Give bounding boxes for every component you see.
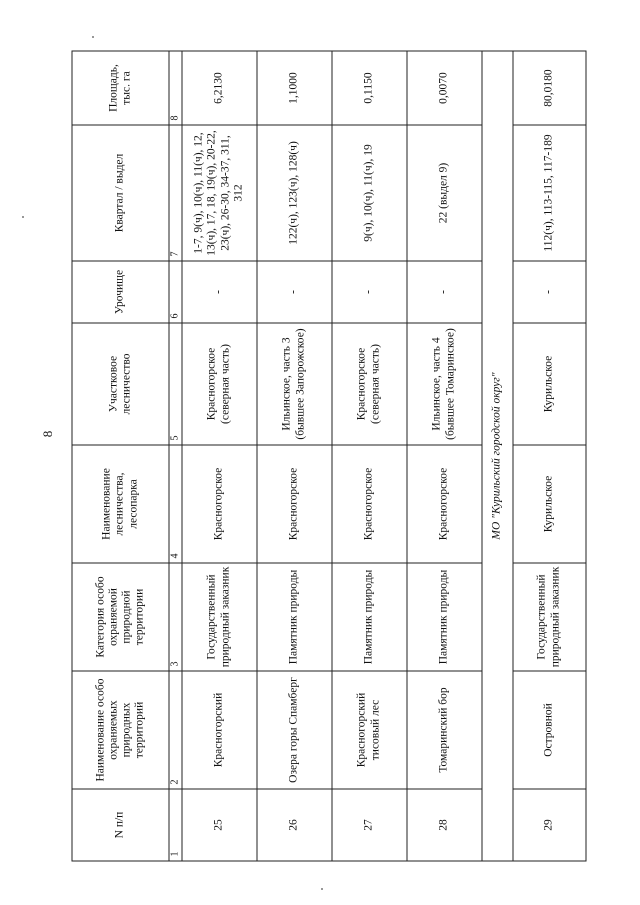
area-name: Красногорский тисовый лес — [332, 671, 407, 789]
block-subdivision: 9(ч), 10(ч), 11(ч), 19 — [332, 125, 407, 261]
column-number: 5 — [169, 323, 182, 445]
forestry-name: Красногорское — [407, 445, 482, 563]
forestry-district: Курильское — [513, 323, 586, 445]
scan-speck — [321, 888, 323, 890]
header-cell: N п/п — [72, 789, 169, 861]
area-name: Озера горы Спамберг — [257, 671, 332, 789]
area-size: 6,2130 — [182, 51, 257, 125]
page-number: 8 — [40, 430, 55, 438]
area-category: Памятник природы — [257, 563, 332, 671]
row-number: 25 — [182, 789, 257, 861]
column-number: 1 — [169, 789, 182, 861]
tract: - — [257, 261, 332, 323]
area-name: Островной — [513, 671, 586, 789]
tract: - — [407, 261, 482, 323]
forestry-name: Красногорское — [182, 445, 257, 563]
tract: - — [182, 261, 257, 323]
scan-speck — [92, 36, 94, 38]
header-cell: Квартал / выдел — [72, 125, 169, 261]
area-size: 1,1000 — [257, 51, 332, 125]
forestry-district: Ильинское, часть 4 (бывшее Томаринское) — [407, 323, 482, 445]
column-number: 3 — [169, 563, 182, 671]
header-cell: Наименование особо охраняемых природных территорий — [72, 671, 169, 789]
column-number-row — [169, 51, 182, 861]
table-row — [332, 51, 407, 861]
table-row — [513, 51, 586, 861]
forestry-name: Красногорское — [257, 445, 332, 563]
column-number: 6 — [169, 261, 182, 323]
area-category: Государственный природный заказник — [182, 563, 257, 671]
row-number: 28 — [407, 789, 482, 861]
row-number: 29 — [513, 789, 586, 861]
forestry-name: Курильское — [513, 445, 586, 563]
block-subdivision: 22 (выдел 9) — [407, 125, 482, 261]
section-row — [482, 51, 513, 861]
forestry-district: Красногорское (северная часть) — [332, 323, 407, 445]
block-subdivision: 1-7, 9(ч), 10(ч), 11(ч), 12, 13(ч), 17, 18, 19(ч), 20-22, 23(ч), 26-30, 34-37, 311, 312 — [182, 125, 257, 261]
table-row — [407, 51, 482, 861]
header-cell: Участковое лесничество — [72, 323, 169, 445]
header-cell: Площадь, тыс. га — [72, 51, 169, 125]
area-size: 0,1150 — [332, 51, 407, 125]
section-title: МО "Курильский городской округ" — [482, 51, 513, 861]
header-row — [72, 51, 169, 861]
row-number: 27 — [332, 789, 407, 861]
column-number: 8 — [169, 51, 182, 125]
table-row — [257, 51, 332, 861]
area-size: 80,0180 — [513, 51, 586, 125]
forestry-name: Красногорское — [332, 445, 407, 563]
protected-areas-table — [72, 51, 577, 861]
forestry-district: Ильинское, часть 3 (бывшее Запорожское) — [257, 323, 332, 445]
area-category: Памятник природы — [332, 563, 407, 671]
area-category: Памятник природы — [407, 563, 482, 671]
tract: - — [513, 261, 586, 323]
block-subdivision: 122(ч), 123(ч), 128(ч) — [257, 125, 332, 261]
tract: - — [332, 261, 407, 323]
area-name: Красногорский — [182, 671, 257, 789]
header-cell: Наименование лесничества, лесопарка — [72, 445, 169, 563]
area-size: 0,0070 — [407, 51, 482, 125]
table-row — [182, 51, 257, 861]
column-number: 4 — [169, 445, 182, 563]
column-number: 7 — [169, 125, 182, 261]
header-cell: Урочище — [72, 261, 169, 323]
forestry-district: Красногорское (северная часть) — [182, 323, 257, 445]
area-name: Томаринский бор — [407, 671, 482, 789]
area-category: Государственный природный заказник — [513, 563, 586, 671]
header-cell: Категория особо охраняемой природной территории — [72, 563, 169, 671]
block-subdivision: 112(ч), 113-115, 117-189 — [513, 125, 586, 261]
scan-speck — [22, 216, 24, 218]
row-number: 26 — [257, 789, 332, 861]
column-number: 2 — [169, 671, 182, 789]
